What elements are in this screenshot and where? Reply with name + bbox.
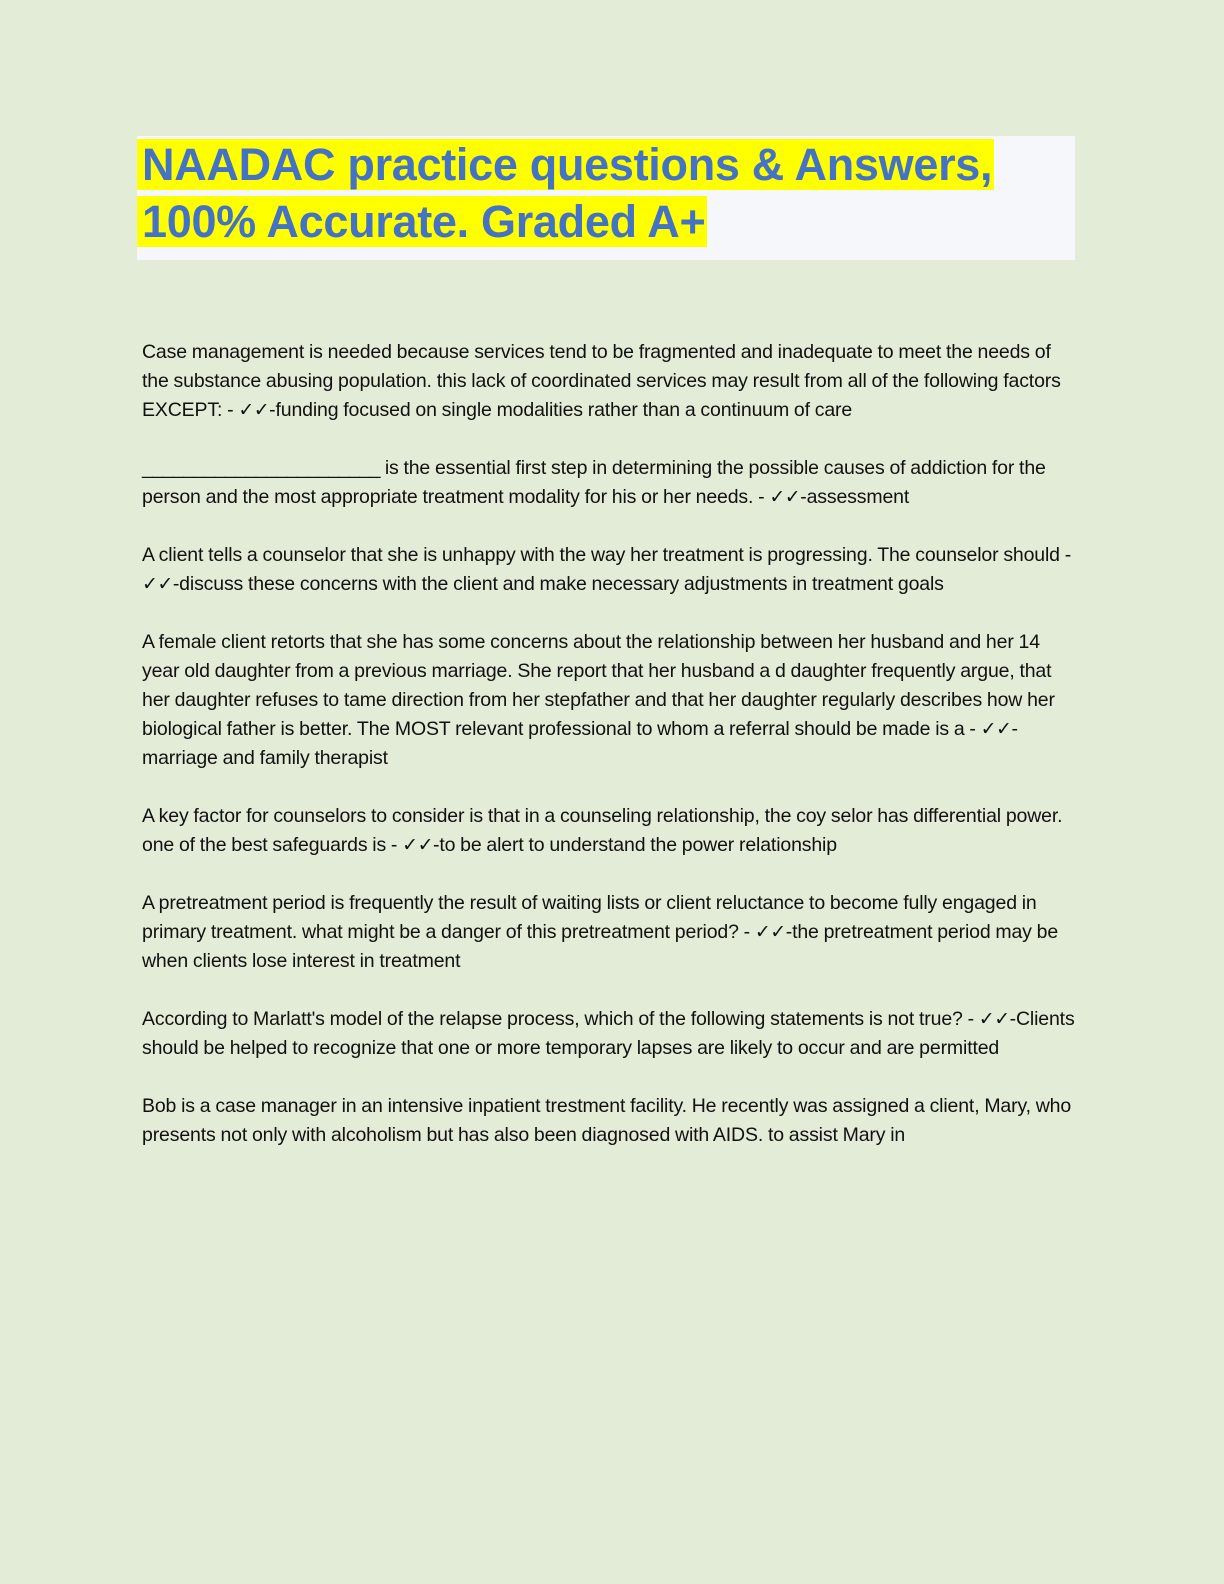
answer-check-icon: ✓✓ [978,1008,1010,1030]
fill-in-blank-2: _____ [328,457,380,479]
question-text: According to Marlatt's model of the relapse process, which of the following statements is not true? - [142,1008,979,1030]
answer-check-icon: ✓✓ [980,718,1012,740]
qa-paragraph-pretreatment-period [142,889,1076,976]
qa-paragraph-case-management [142,338,1076,425]
page-title-line-2 [137,193,1075,260]
title-highlight-2: 100% Accurate. Graded A+ [137,196,707,247]
answer-text: -the pretreatment period may be when clients lose interest in treatment [142,921,1059,972]
question-text: A female client retorts that she has some concerns about the relationship between her husband and her 14 year old daughter from a previous marriage. She report that her husband a d daughter frequently argue, that her daughter refuses to tame direction from her stepfather and that her daughter regularly describes how her biological father is better. The MOST relevant professional to whom a referral should be made is a - [142,631,1055,740]
qa-paragraph-bob-case-manager [142,1092,1076,1150]
answer-check-icon: ✓✓ [402,834,433,856]
qa-paragraph-unhappy-client [142,541,1076,599]
document-body [142,338,1076,1150]
answer-text: -to be alert to understand the power relationship [433,834,837,856]
answer-text: -funding focused on single modalities rather than a continuum of care [269,399,853,421]
question-text: A key factor for counselors to consider is that in a counseling relationship, the coy selor has differential power. one of the best safeguards is - [142,805,1063,856]
fill-in-blank-1: __________________ [142,457,329,479]
answer-text: -marriage and family therapist [142,718,1018,769]
question-text: A pretreatment period is frequently the result of waiting lists or client reluctance to become fully engaged in primary treatment. what might be a danger of this pretreatment period? - [142,892,1037,943]
title-highlight-1: NAADAC practice questions & Answers, [137,139,994,190]
qa-paragraph-marlatt-relapse [142,1005,1076,1063]
answer-text: -Clients should be helped to recognize that one or more temporary lapses are likely to occur and are permitted [142,1008,1075,1059]
answer-check-icon: ✓✓ [754,921,786,943]
document-title-block [137,136,1075,260]
answer-text: -discuss these concerns with the client and make necessary adjustments in treatment goals [172,573,944,595]
qa-paragraph-female-client-referral [142,628,1076,773]
qa-paragraph-differential-power [142,802,1076,860]
answer-check-icon: ✓✓ [142,573,173,595]
answer-text: -assessment [800,486,910,508]
page-title-line-1 [137,136,1075,193]
answer-check-icon: ✓✓ [238,399,270,421]
qa-paragraph-assessment-blank [142,454,1076,512]
question-text: is the essential first step in determining the possible causes of addiction for the person and the most appropriate treatment modality for his or her needs. - [142,457,1046,508]
question-text: Case management is needed because services tend to be fragmented and inadequate to meet the needs of the substance abusing population. this lack of coordinated services may result from all of the following factors EXCEPT: - [142,341,1061,421]
question-text: A client tells a counselor that she is unhappy with the way her treatment is progressing. The counselor should - [142,544,1072,566]
question-text: Bob is a case manager in an intensive inpatient trestment facility. He recently was assigned a client, Mary, who presents not only with alcoholism but has also been diagnosed with AIDS. to assist Mary in [142,1095,1072,1146]
answer-check-icon: ✓✓ [769,486,801,508]
